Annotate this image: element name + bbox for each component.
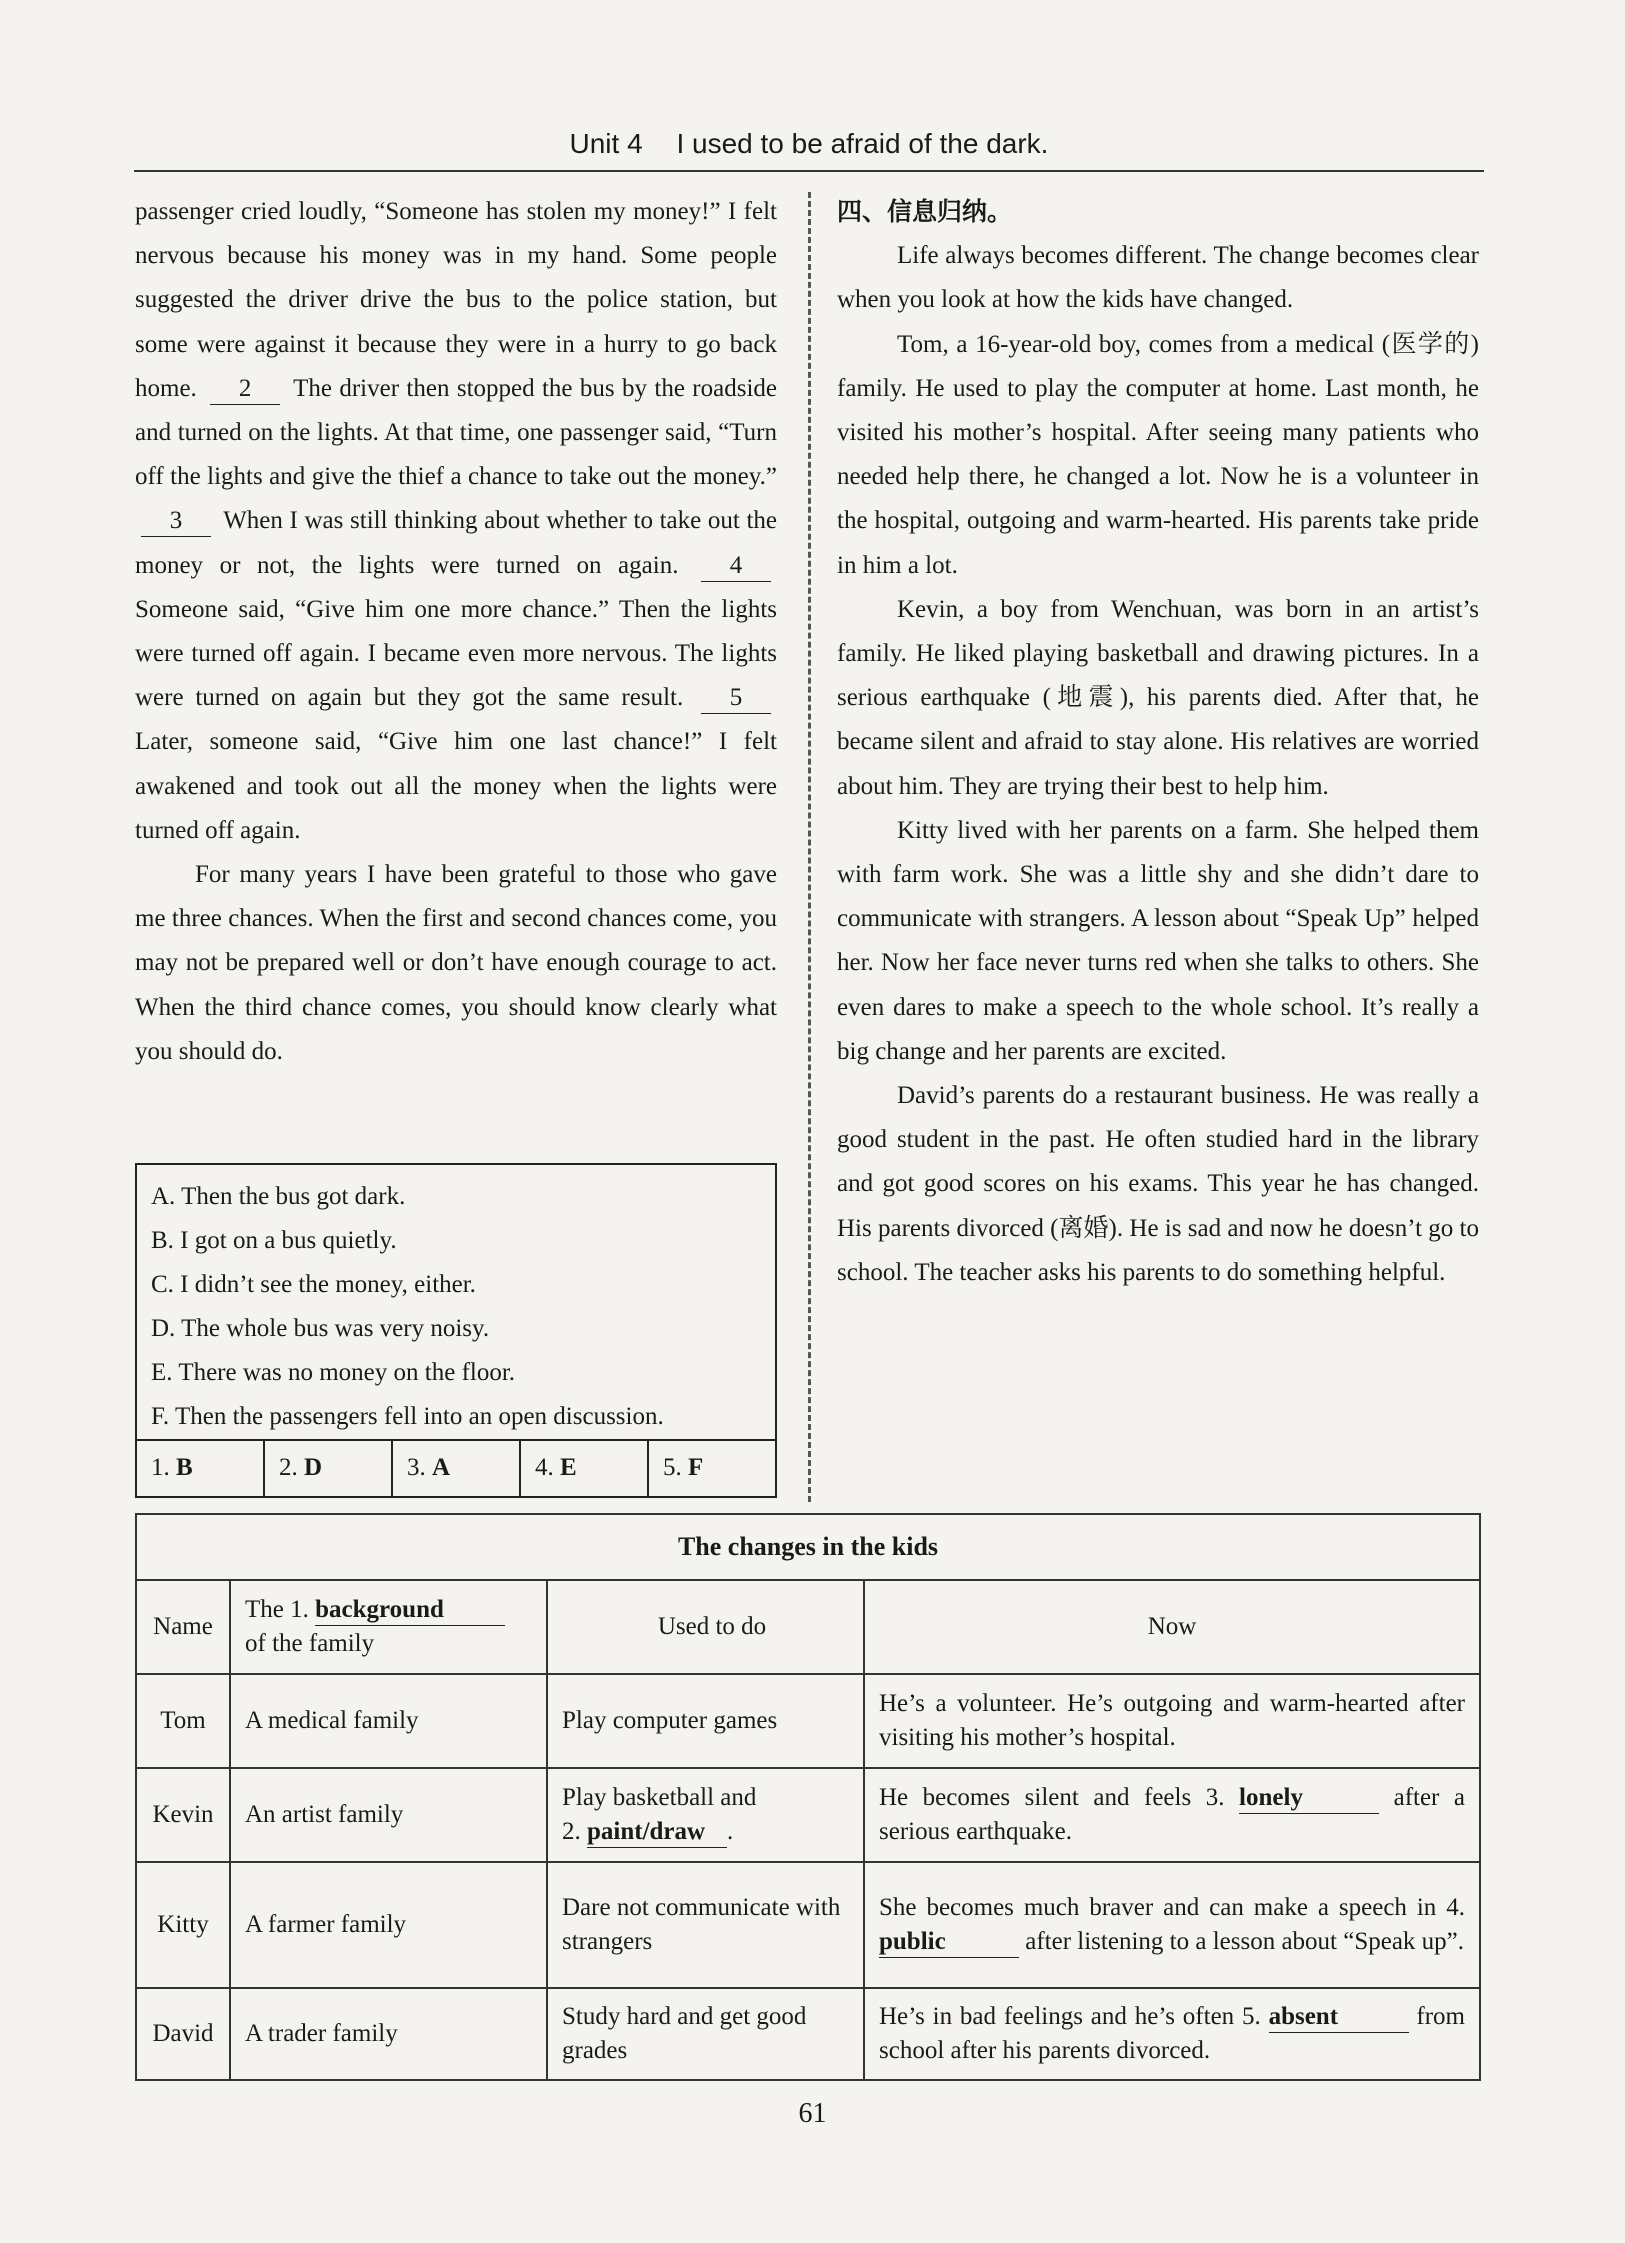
summary-paragraph: Kitty lived with her parents on a farm. She helped them with farm work. She was a little shy and she didn’t dare to communicate with strangers. A lesson about “Speak Up” helped her. Now her face never turns red when she talks to others. She even dares to make a speech to the whole school. It’s really a big change and her parents are excited. — [837, 816, 1479, 1065]
answer-num: 1. — [151, 1454, 170, 1481]
answer-public[interactable]: public — [879, 1927, 1019, 1958]
blank-2[interactable]: 2 — [210, 374, 280, 405]
cell-background: An artist family — [230, 1768, 547, 1862]
summary-paragraph: David’s parents do a restaurant business. He was really a good student in the past. He often studied hard in the library and got good scores on his exams. This year he has changed. His parents divorced (离婚). He is sad and now he doesn’t go to school. The teacher asks his parents to do something helpful. — [837, 1082, 1479, 1286]
header-now: Now — [864, 1580, 1480, 1674]
blank-number: 2. — [562, 1818, 581, 1845]
blank-3[interactable]: 3 — [141, 506, 211, 537]
passage-paragraph-2: For many years I have been grateful to those who gave me three chances. When the first and second chances come, you may not be prepared well or don’t have enough courage to act. When the third chance comes, you should know clearly what you should do. — [135, 861, 777, 1065]
answer-value: F — [688, 1454, 704, 1481]
answer-cell-3[interactable] — [393, 1441, 521, 1496]
answer-paint-draw[interactable]: paint/draw — [587, 1817, 727, 1848]
option-item: B. I got on a bus quietly. — [151, 1227, 397, 1254]
blank-4[interactable]: 4 — [701, 551, 771, 582]
changes-table — [135, 1513, 1481, 2081]
cell-name: David — [136, 1988, 230, 2080]
cell-used: Dare not communicate with strangers — [547, 1862, 864, 1988]
cell-text: from school after his parents divorced. — [879, 2003, 1466, 2064]
answer-num: 5. — [663, 1454, 682, 1481]
option-item: D. The whole bus was very noisy. — [151, 1315, 490, 1342]
cell-now: He’s a volunteer. He’s outgoing and warm-hearted after visiting his mother’s hospital. — [864, 1674, 1480, 1768]
answer-cell-1[interactable] — [137, 1441, 265, 1496]
cell-used: Study hard and get good grades — [547, 1988, 864, 2080]
cell-background: A medical family — [230, 1674, 547, 1768]
summary-paragraph: Tom, a 16-year-old boy, comes from a medical (医学的) family. He used to play the computer at home. Last month, he visited his mother’s hospital. After seeing many patients who needed help there, he changed a lot. Now he is a volunteer in the hospital, outgoing and warm-hearted. His parents take pride in him a lot. — [837, 330, 1479, 579]
option-item: F. Then the passengers fell into an open discussion. — [151, 1403, 664, 1430]
cell-now — [864, 1862, 1480, 1988]
passage-text: Someone said, “Give him one more chance.” Then the lights were turned off again. I became even more nervous. The lights were turned on again but they got the same result. — [135, 595, 777, 712]
reading-passage — [135, 190, 777, 1074]
answer-cell-2[interactable] — [265, 1441, 393, 1496]
cell-name: Tom — [136, 1674, 230, 1768]
unit-title: I used to be afraid of the dark. — [676, 128, 1049, 159]
answer-num: 2. — [279, 1454, 298, 1481]
answer-lonely[interactable]: lonely — [1239, 1783, 1379, 1814]
option-item: E. There was no money on the floor. — [151, 1359, 516, 1386]
cell-text: after listening to a lesson about “Speak up”. — [1025, 1928, 1465, 1955]
table-row — [136, 1674, 1480, 1768]
options-list — [137, 1165, 775, 1439]
cell-text: after a serious earthquake. — [879, 1784, 1466, 1845]
cell-used: Play basketball and 2. paint/draw . — [547, 1768, 864, 1862]
cell-used: Play computer games — [547, 1674, 864, 1768]
answer-cell-4[interactable] — [521, 1441, 649, 1496]
cell-background: A trader family — [230, 1988, 547, 2080]
blank-5[interactable]: 5 — [701, 683, 771, 714]
answer-row — [137, 1439, 775, 1496]
cell-text: He becomes silent and feels 3. — [879, 1784, 1225, 1811]
table-title: The changes in the kids — [136, 1514, 1480, 1580]
passage-paragraph-1 — [135, 190, 777, 853]
option-item: A. Then the bus got dark. — [151, 1183, 406, 1210]
table-row — [136, 1862, 1480, 1988]
passage-text: The driver then stopped the bus by the roadside and turned on the lights. At that time, one passenger said, “Turn off the lights and give the thief a chance to take out the money.” — [135, 374, 777, 491]
page-header — [134, 118, 1484, 172]
answer-num: 4. — [535, 1454, 554, 1481]
options-box — [135, 1163, 777, 1498]
column-divider — [808, 192, 811, 1502]
passage-text: Later, someone said, “Give him one last chance!” I felt awakened and took out all the money when the lights were turned off again. — [135, 728, 777, 844]
answer-value: B — [176, 1454, 193, 1481]
answer-value: D — [304, 1454, 323, 1481]
header-text: of the family — [245, 1630, 375, 1657]
info-summary-passage — [837, 190, 1479, 1295]
cell-text: He’s in bad feelings and he’s often 5. — [879, 2003, 1261, 2030]
answer-cell-5[interactable] — [649, 1441, 775, 1496]
answer-background[interactable]: background — [315, 1595, 505, 1626]
summary-paragraph: Life always becomes different. The change becomes clear when you look at how the kids have changed. — [837, 242, 1479, 314]
answer-value: E — [560, 1454, 577, 1481]
unit-label: Unit 4 — [569, 128, 643, 159]
cell-now — [864, 1768, 1480, 1862]
cell-now — [864, 1988, 1480, 2080]
cell-text: She becomes much braver and can make a speech in 4. — [879, 1894, 1465, 1921]
answer-absent[interactable]: absent — [1269, 2002, 1409, 2033]
option-item: C. I didn’t see the money, either. — [151, 1271, 476, 1298]
section-title: 四、信息归纳。 — [837, 197, 1013, 226]
answer-num: 3. — [407, 1454, 426, 1481]
cell-background: A farmer family — [230, 1862, 547, 1988]
table-row — [136, 1768, 1480, 1862]
cell-name: Kevin — [136, 1768, 230, 1862]
page-number: 61 — [798, 2098, 827, 2129]
header-name: Name — [136, 1580, 230, 1674]
table-header-row — [136, 1580, 1480, 1674]
blank-number: The 1. — [245, 1596, 309, 1623]
header-background — [230, 1580, 547, 1674]
header-used-to-do: Used to do — [547, 1580, 864, 1674]
table-row — [136, 1988, 1480, 2080]
cell-text: Play basketball and — [562, 1784, 757, 1811]
passage-text: passenger cried loudly, “Someone has stolen my money!” I felt nervous because his money was in my hand. Some people suggested the driver drive the bus to the police station, but some were against it because they were in a hurry to go back home. — [135, 198, 777, 402]
passage-text: When I was still thinking about whether to take out the money or not, the lights were turned on again. — [135, 507, 777, 579]
answer-value: A — [432, 1454, 451, 1481]
cell-name: Kitty — [136, 1862, 230, 1988]
summary-paragraph: Kevin, a boy from Wenchuan, was born in an artist’s family. He liked playing basketball and drawing pictures. In a serious earthquake (地震), his parents died. After that, he became silent and afraid to stay alone. His relatives are worried about him. They are trying their best to help him. — [837, 595, 1479, 800]
